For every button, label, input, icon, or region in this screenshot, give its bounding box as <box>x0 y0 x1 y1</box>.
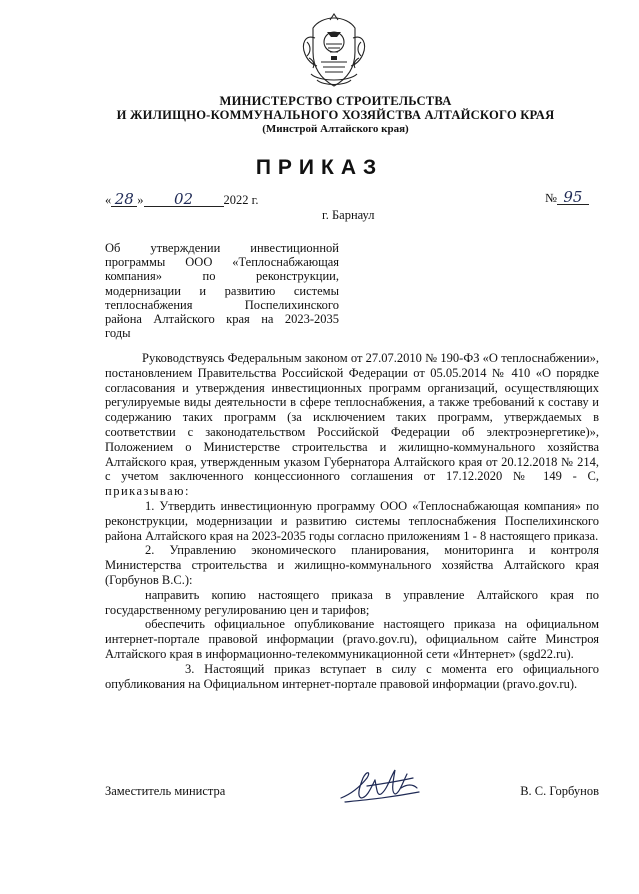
date-quote-close: » <box>137 193 144 207</box>
city-name: г. Барнаул <box>322 208 375 222</box>
coat-of-arms-emblem <box>297 12 371 90</box>
ministry-header <box>60 94 611 136</box>
handwritten-signature <box>337 764 423 808</box>
date-month-handwritten: 02 <box>144 192 224 207</box>
document-type-title: ПРИКАЗ <box>255 156 384 179</box>
subject-line: теплоснабжения Поспелихинского <box>105 297 339 312</box>
signer-position: Заместитель министра <box>105 784 226 798</box>
order-date <box>105 192 258 208</box>
item-2b-paragraph: обеспечить официальное опубликование настоящего приказа на официальном интернет-портале правовой информации (pravo.gov.ru), официальном сайте Минстроя Алтайского края в информационно-телекоммуникационной сети «Интернет» (sgd22.ru). <box>105 617 599 661</box>
order-word: приказываю: <box>105 484 190 499</box>
item-2-paragraph: 2. Управлению экономического планирования, мониторинга и контроля Министерства строительства и жилищно-коммунального хозяйства Алтайского края (Горбунов В.С.): <box>105 543 599 587</box>
subject-line: компания» по реконструкции, <box>105 269 339 284</box>
subject-line: программы ООО «Теплоснабжающая <box>105 255 339 270</box>
subject-line: Об утверждении инвестиционной <box>105 241 339 255</box>
date-quote-open: « <box>105 193 112 207</box>
date-year: 2022 г. <box>223 193 259 207</box>
preamble-text: Руководствуясь Федеральным законом от 27.07.2010 № 190-ФЗ «О теплоснабжении», постановлением Правительства Российской Федерации от 05.05.2014 № 410 «О порядке согласования и утверждения инвестиционных программ организаций, осуществляющих регулируемые виды деятельности в сфере теплоснабжения, а также требований к составу и содержанию таких программ (за исключением таких программ, утверждаемых в соответствии с законодательством Российской Федерации об электроэнергетике)», Положением о Министерстве строительства и жилищно-коммунального хозяйства Алтайского края, утвержденным указом Губернатора Алтайского края от 20.12.2018 № 214, с учетом заключенного концессионного соглашения от 17.12.2020 № 149 - С, <box>105 351 599 484</box>
number-prefix: № <box>545 191 557 205</box>
date-day-handwritten: 28 <box>111 192 137 207</box>
item-3-paragraph: 3. Настоящий приказ вступает в силу с момента его официального опубликования на Официальном интернет-портале правовой информации (pravo.gov.ru). <box>105 661 599 691</box>
preamble-paragraph <box>105 351 599 499</box>
item-2a-paragraph: направить копию настоящего приказа в управление Алтайского края по государственному регулированию цен и тарифов; <box>105 587 599 617</box>
subject-line: района Алтайского края на 2023-2035 <box>105 312 339 327</box>
number-handwritten: 95 <box>557 190 589 205</box>
signer-name: В. С. Горбунов <box>520 784 599 798</box>
order-subject <box>105 241 339 340</box>
subject-line: модернизации и развитию системы <box>105 283 339 298</box>
order-body <box>105 351 599 691</box>
ministry-short-name: (Минстрой Алтайского края) <box>262 123 409 135</box>
item-1-paragraph: 1. Утвердить инвестиционную программу ООО «Теплоснабжающая компания» по реконструкции, модернизации и развитию системы теплоснабжения Поспелихинского района Алтайского края на 2023-2035 годы согласно приложениям 1 - 8 настоящего приказа. <box>105 498 599 543</box>
subject-line: годы <box>105 326 131 341</box>
order-number <box>545 190 589 206</box>
ministry-name-line1: МИНИСТЕРСТВО СТРОИТЕЛЬСТВА <box>219 94 452 108</box>
ministry-name-line2: И ЖИЛИЩНО-КОММУНАЛЬНОГО ХОЗЯЙСТВА АЛТАЙСКОГО КРАЯ <box>116 108 555 122</box>
